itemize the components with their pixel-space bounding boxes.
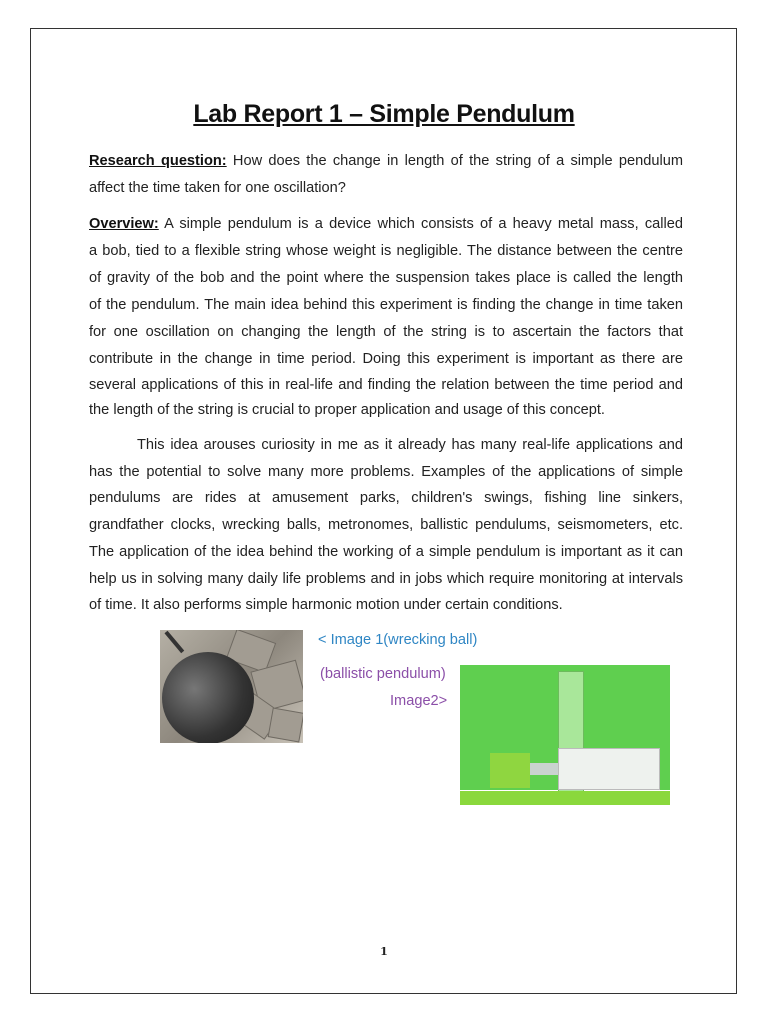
paragraph-line: help us in solving many daily life problems and in jobs which require monitoring at intervals (89, 571, 683, 587)
paragraph-line: The application of the idea behind the working of a simple pendulum is important as it can (89, 544, 683, 560)
overview-line: a bob, tied to a flexible string whose weight is negligible. The distance between the centre (89, 243, 683, 259)
overview-line (89, 215, 683, 233)
wrecking-ball-image (160, 630, 303, 743)
overview-line: contribute in the change in time period. Doing this experiment is important as there are (89, 351, 683, 367)
overview-line: for one oscillation on changing the length of the string is to ascertain the factors that (89, 324, 683, 340)
page-border (30, 28, 737, 994)
image2-caption: Image2> (390, 693, 448, 709)
paragraph-line: grandfather clocks, wrecking balls, metronomes, ballistic pendulums, seismometers, etc. (89, 517, 683, 533)
overview-line: of the pendulum. The main idea behind this experiment is finding the change in time taken (89, 297, 683, 313)
text-line: How does the change in length of the string of a simple pendulum (226, 153, 683, 169)
paragraph-line: This idea arouses curiosity in me as it already has many real-life applications and (137, 437, 683, 453)
image1-caption: < Image 1(wrecking ball) (318, 632, 478, 648)
overview-line: the length of the string is crucial to proper application and usage of this concept. (89, 402, 605, 418)
research-question-label: Research question: (89, 153, 227, 169)
research-question-line: affect the time taken for one oscillation? (89, 180, 346, 196)
paragraph-line: has the potential to solve many more problems. Examples of the applications of simple (89, 464, 683, 480)
paragraph-line: of time. It also performs simple harmonic motion under certain conditions. (89, 597, 563, 613)
paragraph-line: pendulums are rides at amusement parks, children's swings, fishing line sinkers, (89, 490, 683, 506)
page-title: Lab Report 1 – Simple Pendulum (193, 100, 575, 128)
image2-name-caption: (ballistic pendulum) (320, 666, 446, 682)
text-line: A simple pendulum is a device which consists of a heavy metal mass, called (158, 216, 683, 232)
research-question-line (89, 152, 683, 170)
page-number: 1 (380, 945, 388, 958)
ballistic-pendulum-image (460, 665, 670, 811)
overview-line: of gravity of the bob and the point where the suspension takes place is called the length (89, 270, 683, 286)
overview-line: several applications of this in real-life and finding the relation between the time period and (89, 377, 683, 393)
overview-label: Overview: (89, 216, 159, 232)
